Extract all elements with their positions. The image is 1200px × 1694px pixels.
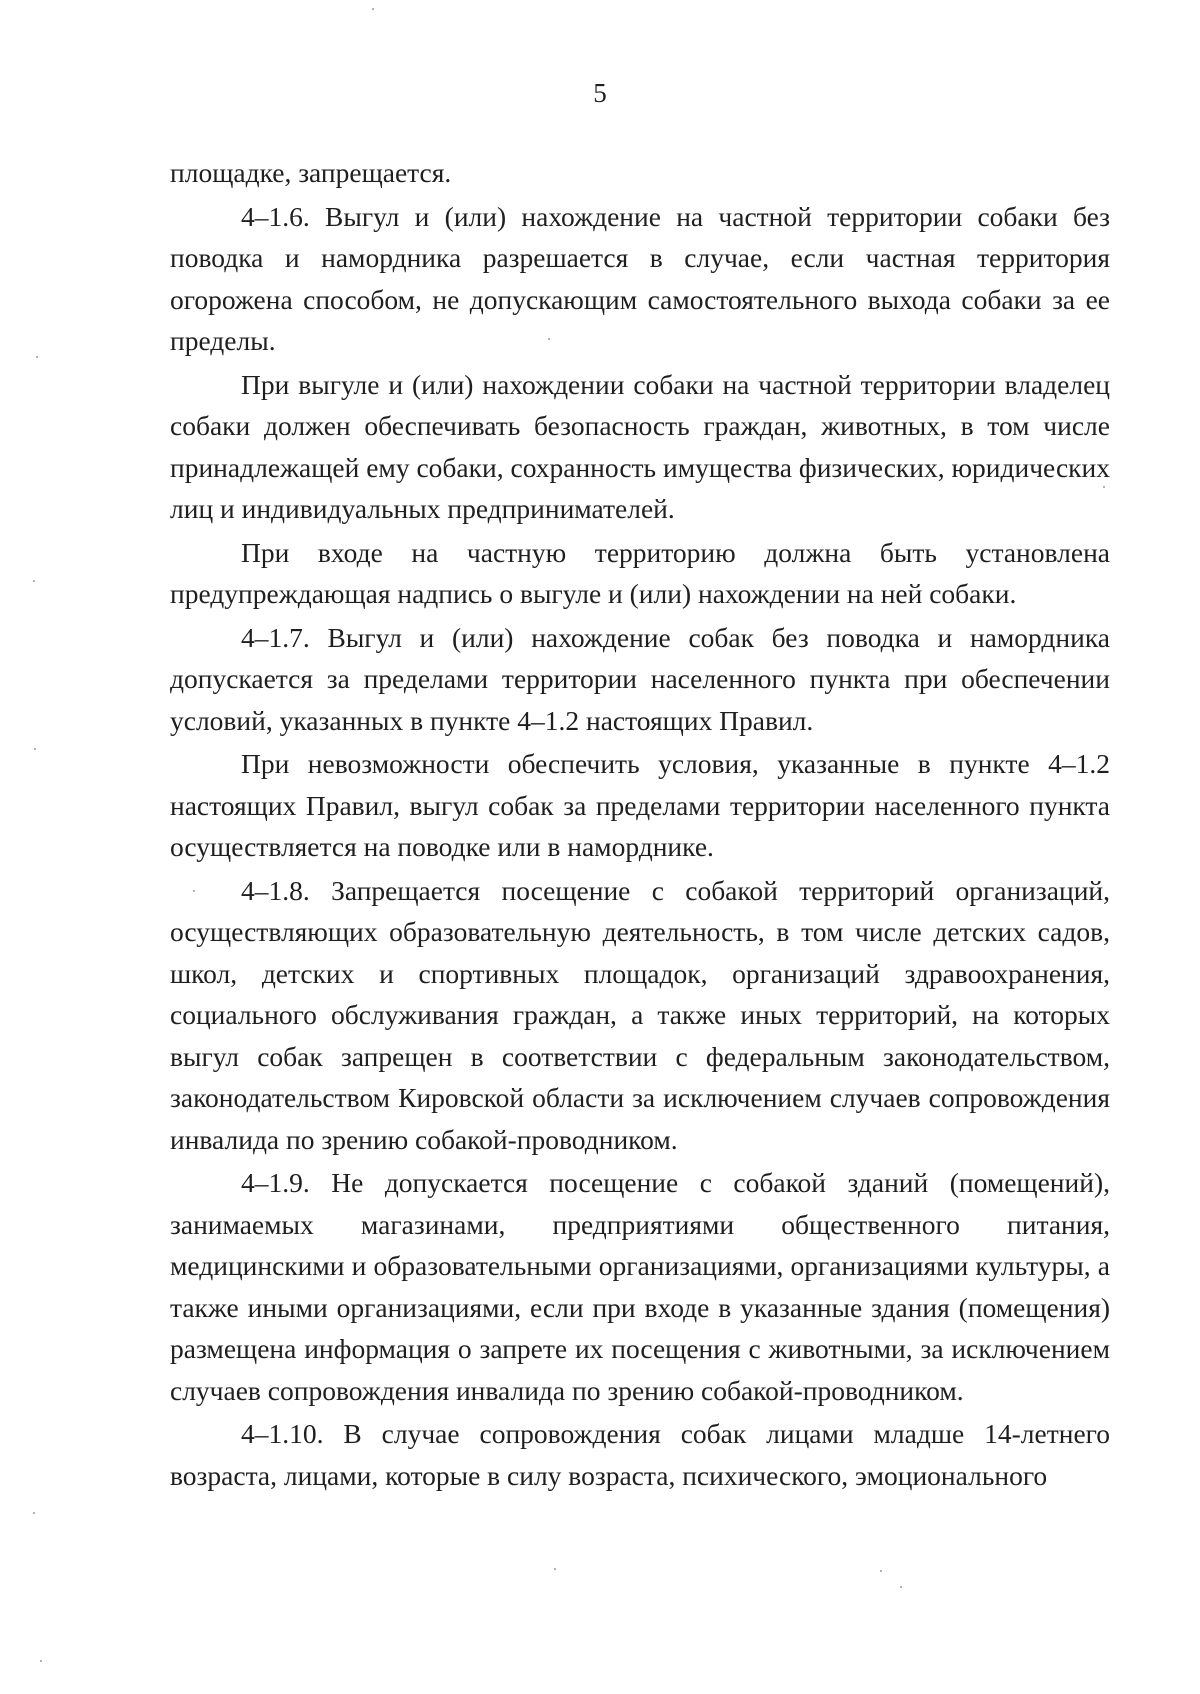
paragraph-4-1-10: 4–1.10. В случае сопровождения собак лицами младше 14-летнего возраста, лицами, которые в силу возраста, психического, эмоционального bbox=[170, 1418, 1110, 1491]
scan-speck bbox=[880, 1570, 882, 1572]
scan-speck bbox=[548, 338, 550, 340]
paragraph-4-1-8: 4–1.8. Запрещается посещение с собакой территорий организаций, осуществляющих образовательную деятельность, в том числе детских садов, школ, детских и спортивных площадок, организаций здравоохранения, социального обслуживания граждан, а также иных территорий, на которых выгул собак запрещен в соответствии с федеральным законодательством, законодательством Кировской области за исключением случаев сопровождения инвалида по зрению собакой-проводником. bbox=[170, 874, 1110, 1155]
paragraph-4-1-6: 4–1.6. Выгул и (или) нахождение на частной территории собаки без поводка и намордника разрешается в случае, если частная территория огорожена способом, не допускающим самостоятельного выхода собаки за ее пределы. bbox=[170, 200, 1110, 356]
scan-speck bbox=[36, 356, 38, 358]
body-text bbox=[170, 152, 1110, 1496]
scan-speck bbox=[193, 890, 195, 892]
paragraph-owner-duty: При выгуле и (или) нахождении собаки на частной территории владелец собаки должен обеспечивать безопасность граждан, животных, в том числе принадлежащей ему собаки, сохранность имущества физических, юридических лиц и индивидуальных предпринимателей. bbox=[170, 368, 1110, 524]
scan-speck bbox=[372, 8, 374, 10]
scan-speck bbox=[33, 1512, 35, 1514]
page-number: 5 bbox=[593, 78, 607, 108]
paragraph-warning-sign: При входе на частную территорию должна быть установлена предупреждающая надпись о выгуле и (или) нахождении на ней собаки. bbox=[170, 536, 1110, 609]
scan-speck bbox=[900, 1586, 902, 1588]
scan-speck bbox=[40, 1660, 42, 1662]
paragraph-4-1-7: 4–1.7. Выгул и (или) нахождение собак без поводка и намордника допускается за пределами территории населенного пункта при обеспечении условий, указанных в пункте 4–1.2 настоящих Правил. bbox=[170, 621, 1110, 736]
paragraph-4-1-9: 4–1.9. Не допускается посещение с собакой зданий (помещений), занимаемых магазинами, предприятиями общественного питания, медицинскими и образовательными организациями, организациями культуры, а также иными организациями, если при входе в указанные здания (помещения) размещена информация о запрете их посещения с животными, за исключением случаев сопровождения инвалида по зрению собакой-проводником. bbox=[170, 1167, 1110, 1406]
scan-speck bbox=[33, 580, 35, 582]
scan-speck bbox=[554, 1568, 556, 1570]
paragraph-leash-muzzle: При невозможности обеспечить условия, указанные в пункте 4–1.2 настоящих Правил, выгул собак за пределами территории населенного пункта осуществляется на поводке или в наморднике. bbox=[170, 748, 1110, 862]
scan-speck bbox=[34, 748, 36, 750]
paragraph-continuation: площадке, запрещается. bbox=[170, 157, 452, 188]
scan-speck bbox=[1103, 486, 1105, 488]
